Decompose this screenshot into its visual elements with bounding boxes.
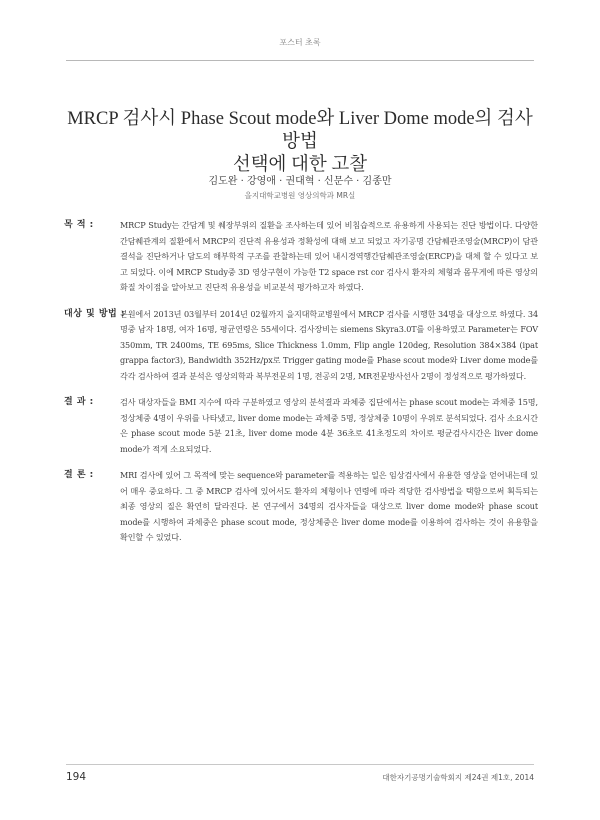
section-results	[64, 395, 538, 457]
abstract-body	[64, 218, 538, 557]
paper-title	[60, 108, 540, 177]
section-methods	[64, 307, 538, 385]
section-purpose	[64, 218, 538, 296]
section-label: 결 과 :	[64, 397, 94, 407]
author-affiliation: 을지대학교병원 영상의학과 MR실	[244, 191, 356, 200]
author-list: 김도완 · 강영애 · 권대혁 · 신문수 · 김종만	[208, 176, 392, 187]
journal-citation: 대한자기공명기술학회지 제24권 제1호, 2014	[382, 773, 534, 782]
section-text: 본원에서 2013년 03월부터 2014년 02월까지 을지대학교병원에서 MRCP 검사를 시행한 34명을 대상으로 하였다. 34명중 남자 18명, 여자 16명, 평균연령은 55세이다. 검사장비는 siemens Skyra3.0T를 이용하였고 Parameter는 FOV 350mm, TR 2400ms, TE 695ms, Slice Thickness 1.0mm, Flip angle 120deg, Resolution 384×384 (ipat grappa factor3), Bandwidth 352Hz/px로 Trigger gating mode를 Phase scout mode와 Liver dome mode를 각각 검사하여 결과 분석은 영상의학과 복부전문의 1명, 전공의 2명, MR전문방사선사 2명이 정성적으로 평가하였다.	[120, 308, 538, 381]
section-conclusion	[64, 468, 538, 546]
section-header-label: 포스터 초록	[279, 38, 321, 47]
section-label: 목 적 :	[64, 220, 94, 230]
footer-divider	[66, 764, 534, 765]
title-line-1: MRCP 검사시 Phase Scout mode와 Liver Dome mode의 검사방법	[67, 109, 533, 152]
header-divider	[66, 60, 534, 61]
section-text: MRCP Study는 간담계 및 췌장부위의 질환을 조사하는데 있어 비침습적으로 유용하게 사용되는 진단 방법이다. 다양한 간담췌관계의 질환에서 MRCP의 진단적 유용성과 정확성에 대해 보고 되었고 자기공명 간담췌관조영술(MRCP)이 담관결석을 진단하거나 담도의 해부학적 구조를 관찰하는데 있어 내시경역행간담췌관조영술(ERCP)을 대체 할 수 있다고 보고 되었다. 이에 MRCP Study중 3D 영상구현이 가능한 T2 space rst cor 검사시 환자의 체형과 몸무게에 따른 영상의 화질 차이점을 알아보고 진단적 유용성을 비교분석 평가하고자 하였다.	[120, 220, 538, 292]
title-line-2: 선택에 대한 고찰	[232, 155, 368, 175]
section-text: MRI 검사에 있어 그 목적에 맞는 sequence와 parameter를 적용하는 일은 임상검사에서 유용한 영상을 얻어내는데 있어 매우 중요하다. 그 중 MRCP 검사에 있어서도 환자의 체형이나 연령에 따라 적당한 검사방법을 택함으로써 획득되는 최종 영상의 질은 확연히 달라진다. 본 연구에서 34명의 검사자들을 대상으로 liver dome mode와 phase scout mode를 시행하여 과체중은 phase scout mode, 정상체중은 liver dome mode를 이용하여 검사하는 것이 유용함을 확인할 수 있었다.	[120, 470, 538, 542]
section-label: 결 론 :	[64, 470, 94, 480]
section-text: 검사 대상자들을 BMI 지수에 따라 구분하였고 영상의 분석결과 과체중 집단에서는 phase scout mode는 과체중 15명, 정상체중 4명이 우위를 나타냈고, liver dome mode는 과체중 5명, 정상체중 10명이 우위로 분석되었다. 검사 소요시간은 phase scout mode 5분 21초, liver dome mode 4분 36초로 41초정도의 차이로 평균검사시간은 liver dome mode가 적게 소요되었다.	[120, 397, 538, 454]
page-number: 194	[66, 771, 87, 783]
section-label: 대상 및 방법 :	[64, 308, 125, 319]
